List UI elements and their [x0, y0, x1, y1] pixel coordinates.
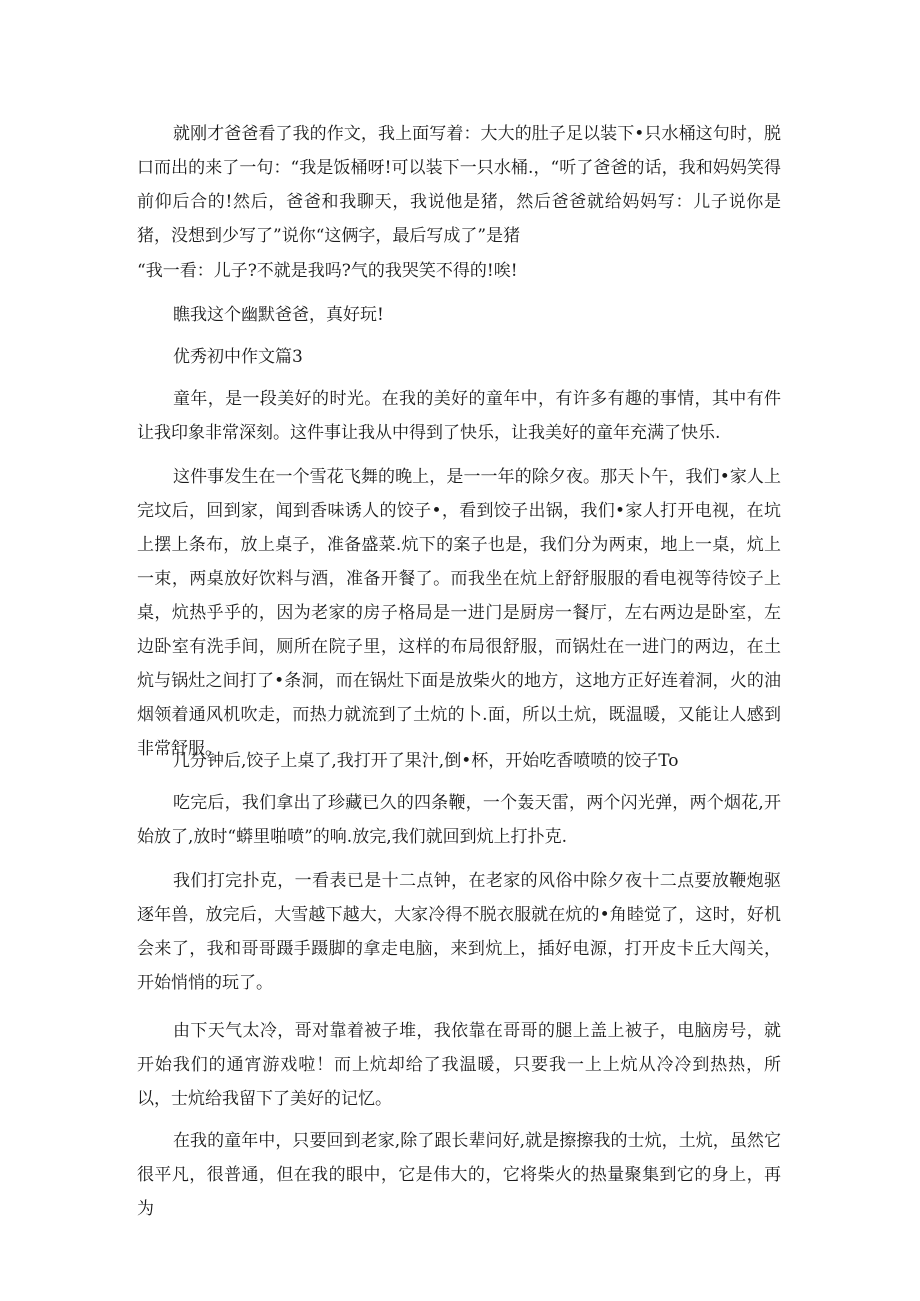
paragraph-new-year-eve: 这件事发生在一个雪花飞舞的晚上，是一一年的除夕夜。那天卜午，我们•家人上完坟后，回到家，闻到香味诱人的饺子•，看到饺子出锅，我们•家人打开电视，在坑上摆上条布，放上桌子，准备盛菜.炕下的案子也是，我们分为两束，地上一桌，炕上一束，两桌放好饮料与酒，准备开餐了。而我坐在炕上舒舒服服的看电视等待饺子上桌，炕热乎乎的，因为老家的房子格局是一进门是厨房一餐厅，左右两边是卧室，左边卧室有洗手间，厕所在院子里，这样的布局很舒服，而锅灶在一进门的两边，在土炕与锅灶之间打了•条洞，而在锅灶下面是放柴火的地方，这地方正好连着洞，火的油烟领着通风机吹走，而热力就流到了土炕的卜.面，所以土炕，既温暖，又能让人感到非常舒服。	[137, 467, 781, 759]
paragraph-childhood-intro: 童年，是一段美好的时光。在我的美好的童年中，有许多有趣的事情，其中有件让我印象非常深刻。这件事让我从中得到了快乐，让我美好的童年充满了快乐.	[137, 389, 781, 443]
section-heading-essay-3: 优秀初中作文篇3	[173, 347, 303, 367]
paragraph-fireworks: 吃完后，我们拿出了珍藏已久的四条鞭，一个轰天雷，两个闪光弹，两个烟花,开始放了,放时“蟒里啪喷”的响.放完,我们就回到炕上打扑克.	[137, 793, 781, 847]
paragraph-midnight: 我们打完扑克，一看表已是十二点钟，在老家的风俗中除夕夜十二点要放鞭炮驱逐年兽，放完后，大雪越下越大，大家冷得不脱衣服就在炕的•角睦觉了，这时，好机会来了，我和哥哥蹑手蹑脚的拿走电脑，来到炕上，插好电源，打开皮卡丘大闯关，开始悄悄的玩了。	[137, 871, 781, 993]
paragraph-father-read-essay: 就刚才爸爸看了我的作文，我上面写着：大大的肚子足以装下•只水桶这句时，脱口而出的来了一句：“我是饭桶呀!可以装下一只水桶.，“听了爸爸的话，我和妈妈笑得前仰后合的!然后，爸爸和我聊天，我说他是猪，然后爸爸就给妈妈写：儿子说你是猪，没想到少写了”说你“这俩字，最后写成了”是猪	[137, 124, 781, 246]
paragraph-dumplings: 几分钟后,饺子上桌了,我打开了果汁,倒•杯，开始吃香喷喷的饺子To	[173, 751, 679, 771]
paragraph-cold-weather: 由下天气太冷，哥对靠着被子堆，我依靠在哥哥的腿上盖上被子，电脑房号，就开始我们的通宵游戏啦！而上炕却给了我温暖，只要我一上上炕从冷冷到热热，所以，士炕给我留下了美好的记忆。	[137, 1021, 781, 1109]
paragraph-son-reaction: “我一看：儿子?不就是我吗?气的我哭笑不得的!唉!	[137, 261, 518, 281]
paragraph-earthen-kang: 在我的童年中，只要回到老家,除了跟长辈问好,就是擦擦我的士炕，土炕，虽然它很平凡，很普通，但在我的眼中，它是伟大的，它将柴火的热量聚集到它的身上，再为	[137, 1131, 781, 1219]
paragraph-humorous-dad: 瞧我这个幽默爸爸，真好玩!	[173, 305, 384, 325]
